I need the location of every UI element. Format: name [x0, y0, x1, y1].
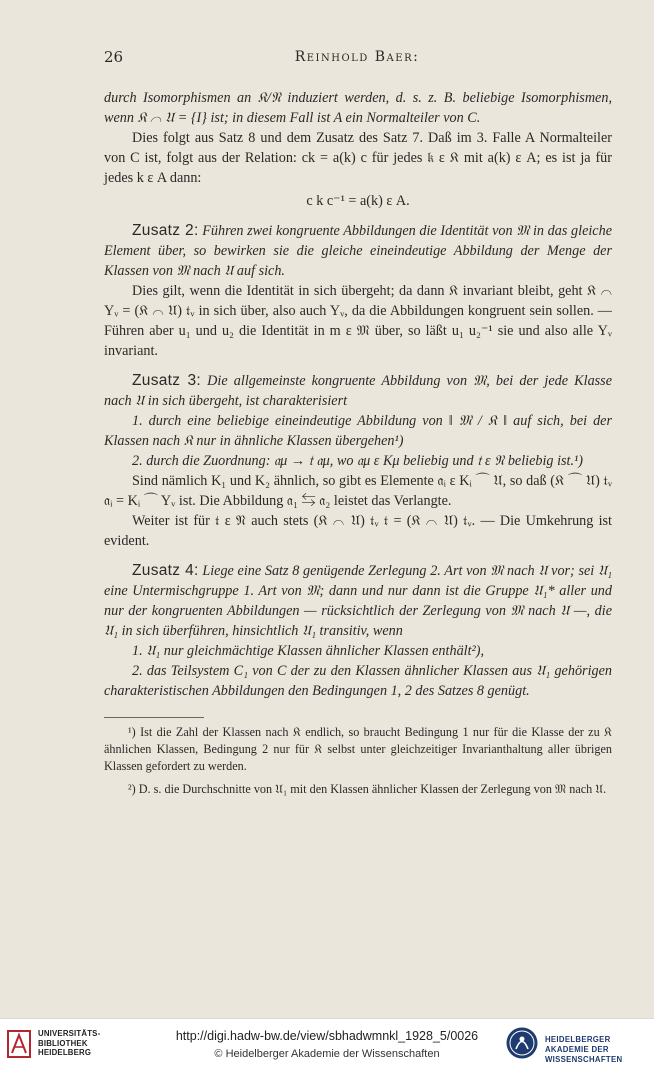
condition-item: 2. durch die Zuordnung: 𝔞μ → 𝔱 𝔞μ, wo 𝔞μ ε Kμ beliebig und 𝔱 ε 𝔑 beliebig ist.¹)	[132, 453, 584, 469]
footnote: ¹) Ist die Zahl der Klassen nach 𝔎 endlich, so braucht Bedingung 1 nur für die Klasse der zu 𝔎 ähnlichen Klassen, Bedingung 2 nur für 𝔎 selbst unter gleichzeitiger Invarianthaltung aller übrigen Klassen gefordert zu werden.	[104, 725, 612, 773]
equation: c k c⁻¹ = a(k) ε A.	[306, 193, 410, 209]
zusatz-text: Die allgemeinste kongruente Abbildung von 𝔐, bei der jede Klasse nach 𝔘 in sich übergeht, ist charakterisiert	[104, 373, 613, 409]
zusatz-label: Zusatz 4:	[132, 562, 199, 579]
library-name: UNIVERSITÄTS- BIBLIOTHEK HEIDELBERG	[38, 1029, 101, 1057]
zusatz-text: Liege eine Satz 8 genügende Zerlegung 2. Art von 𝔐 nach 𝔘 vor; sei 𝔘₁ eine Untermischgruppe 1. Art von 𝔐; dann und nur dann ist die Gruppe 𝔘₁* aller und nur der kongruenten Abbildungen — rücksichtlich der Zerlegung von 𝔐 nach 𝔘 —, die 𝔘₁ in sich überführen, hinsichtlich 𝔘₁ transitiv, wenn	[104, 563, 613, 639]
paragraph: Sind nämlich K₁ und K₂ ähnlich, so gibt es Elemente 𝔞ᵢ ε Kᵢ ⌒ 𝔘, so daß (𝔎 ⌒ 𝔘) 𝔱ᵥ 𝔞ᵢ = Kᵢ ⌒ Yᵥ ist. Die Abbildung 𝔞₁ ⇆ 𝔞₂ leistet das Verlangte.	[104, 473, 612, 509]
zusatz-label: Zusatz 2:	[132, 222, 199, 239]
zusatz-2	[104, 221, 612, 281]
running-title: Reinhold Baer:	[294, 49, 420, 65]
permalink[interactable]: http://digi.hadw-bw.de/view/sbhadwmnkl_1928_5/0026	[175, 1029, 479, 1043]
condition-item: 1. 𝔘₁ nur gleichmächtige Klassen ähnlicher Klassen enthält²),	[132, 643, 485, 659]
academy-name: HEIDELBERGER AKADEMIE DER WISSENSCHAFTEN	[545, 1035, 623, 1064]
zusatz-label: Zusatz 3:	[132, 372, 202, 389]
condition-item: 2. das Teilsystem C₁ von C der zu den Klassen ähnlicher Klassen aus 𝔘₁ gehörigen charakteristischen Abbildungen den Bedingungen 1, 2 des Satzes 8 genügt.	[104, 663, 612, 699]
condition-item: 1. durch eine beliebige eineindeutige Abbildung von ‖ 𝔐 / 𝔎 ‖ auf sich, bei der Klassen nach 𝔎 nur in ähnliche Klassen übergehen¹)	[104, 413, 612, 449]
page-header	[104, 48, 610, 72]
academy-logo[interactable]	[505, 1026, 650, 1062]
viewer-footer	[0, 1018, 654, 1068]
copyright: © Heidelberger Akademie der Wissenschaften	[214, 1048, 440, 1060]
footnote-rule	[104, 717, 204, 718]
academy-seal-icon	[505, 1026, 539, 1060]
paragraph: durch Isomorphismen an 𝔎/𝔑 induziert werden, d. s. z. B. beliebige Isomorphismen, wenn 𝔎 ⌒ 𝔘 = {I} ist; in diesem Fall ist A ein Normalteiler von C.	[104, 90, 612, 126]
zusatz-4	[104, 561, 612, 641]
page-number: 26	[104, 48, 124, 66]
zusatz-3	[104, 371, 612, 411]
paragraph: Weiter ist für 𝔱 ε 𝔑 auch stets (𝔎 ⌒ 𝔘) 𝔱ᵥ 𝔱 = (𝔎 ⌒ 𝔘) 𝔱ᵥ. — Die Umkehrung ist evident.	[104, 513, 612, 549]
page-body	[104, 88, 612, 798]
footnote: ²) D. s. die Durchschnitte von 𝔘₁ mit den Klassen ähnlicher Klassen der Zerlegung von 𝔐 nach 𝔘.	[128, 782, 607, 796]
paragraph: Dies gilt, wenn die Identität in sich übergeht; da dann 𝔎 invariant bleibt, geht 𝔎 ⌒ Yᵥ = (𝔎 ⌒ 𝔘) 𝔱ᵥ in sich über, also auch Yᵥ, da die Abbildungen kongruent sein sollen. — Führen aber u₁ und u₂ die Identität in m ε 𝔐 über, so läßt u₁ u₂⁻¹ sie und also alle Yᵥ invariant.	[104, 283, 612, 359]
zusatz-text: Führen zwei kongruente Abbildungen die Identität von 𝔐 in das gleiche Element über, so bewirken sie die gleiche eineindeutige Abbildung der Menge der Klassen von 𝔐 nach 𝔘 auf sich.	[104, 223, 613, 279]
paragraph: Dies folgt aus Satz 8 und dem Zusatz des Satz 7. Daß im 3. Falle A Normalteiler von C ist, folgt aus der Relation: ck = a(k) c für jedes 𝔨 ε 𝔎 mit a(k) ε A; es ist ja für jedes k ε A dann:	[104, 130, 612, 186]
